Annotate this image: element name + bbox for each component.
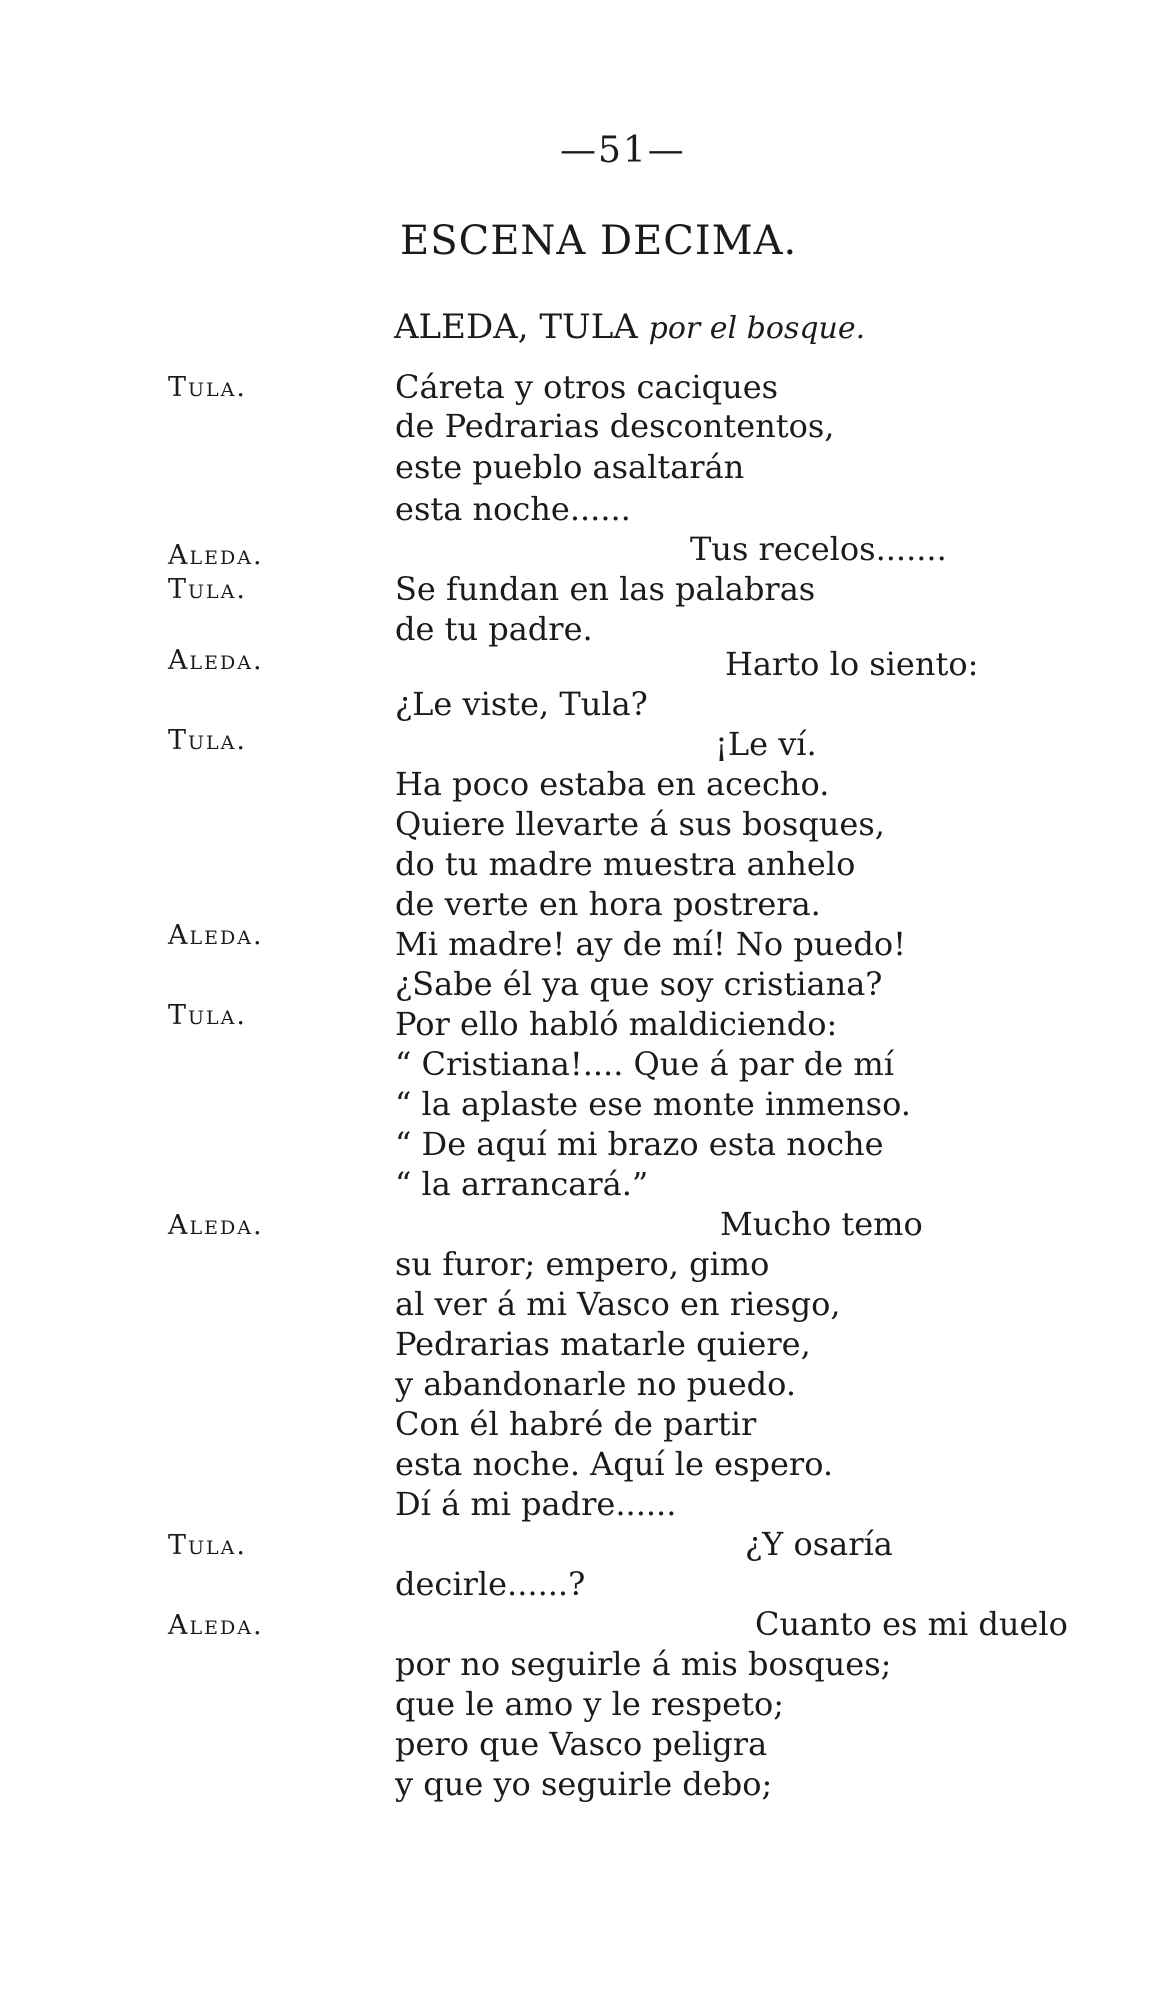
verse-line: de verte en hora postrera. — [395, 885, 821, 923]
verse-line: de Pedrarias descontentos, — [395, 407, 835, 445]
speaker-name: Tula. — [168, 725, 247, 756]
verse-line: Mi madre! ay de mí! No puedo! — [395, 925, 906, 963]
page-number: —51— — [560, 130, 686, 171]
verse-line: Tus recelos....... — [690, 530, 947, 568]
speaker-name: Aleda. — [168, 540, 264, 571]
speaker-name: Aleda. — [168, 645, 264, 676]
verse-line: que le amo y le respeto; — [395, 1685, 784, 1723]
scene-title: ESCENA DECIMA. — [400, 218, 798, 264]
verse-line: Quiere llevarte á sus bosques, — [395, 805, 885, 843]
verse-line: “ De aquí mi brazo esta noche — [395, 1125, 884, 1163]
verse-line: y que yo seguirle debo; — [395, 1765, 773, 1803]
cast-names: ALEDA, TULA — [394, 307, 638, 347]
verse-line: do tu madre muestra anhelo — [395, 845, 856, 883]
verse-line: este pueblo asaltarán — [395, 448, 745, 486]
speaker-name: Aleda. — [168, 1210, 264, 1241]
verse-line: Dí á mi padre...... — [395, 1485, 677, 1523]
verse-line: “ Cristiana!.... Que á par de mí — [395, 1045, 894, 1083]
speaker-name: Tula. — [168, 1530, 247, 1561]
verse-line: Mucho temo — [720, 1205, 923, 1243]
verse-line: Cáreta y otros caciques — [395, 368, 779, 406]
verse-line: pero que Vasco peligra — [395, 1725, 768, 1763]
verse-line: Por ello habló maldiciendo: — [395, 1005, 838, 1043]
verse-line: Cuanto es mi duelo — [755, 1605, 1068, 1643]
verse-line: ¡Le ví. — [715, 725, 817, 763]
verse-line: de tu padre. — [395, 610, 593, 648]
speaker-name: Aleda. — [168, 1610, 264, 1641]
speaker-name: Tula. — [168, 372, 247, 403]
verse-line: Pedrarias matarle quiere, — [395, 1325, 811, 1363]
verse-line: por no seguirle á mis bosques; — [395, 1645, 892, 1683]
cast-heading — [394, 307, 865, 347]
speaker-name: Aleda. — [168, 920, 264, 951]
verse-line: “ la aplaste ese monte inmenso. — [395, 1085, 911, 1123]
verse-line: decirle......? — [395, 1565, 586, 1603]
verse-line: Con él habré de partir — [395, 1405, 757, 1443]
verse-line: ¿Le viste, Tula? — [395, 685, 648, 723]
verse-line: Se fundan en las palabras — [395, 570, 816, 608]
verse-line: ¿Sabe él ya que soy cristiana? — [395, 965, 883, 1003]
verse-line: “ la arrancará.” — [395, 1165, 649, 1203]
speaker-name: Tula. — [168, 574, 247, 605]
verse-line: Harto lo siento: — [725, 645, 979, 683]
verse-line: esta noche...... — [395, 490, 631, 528]
verse-line: esta noche. Aquí le espero. — [395, 1445, 834, 1483]
cast-stage-direction: por el bosque. — [648, 311, 866, 346]
verse-line: y abandonarle no puedo. — [395, 1365, 797, 1403]
verse-line: al ver á mi Vasco en riesgo, — [395, 1285, 841, 1323]
verse-line: ¿Y osaría — [745, 1525, 893, 1563]
verse-line: su furor; empero, gimo — [395, 1245, 770, 1283]
speaker-name: Tula. — [168, 1000, 247, 1031]
verse-line: Ha poco estaba en acecho. — [395, 765, 830, 803]
